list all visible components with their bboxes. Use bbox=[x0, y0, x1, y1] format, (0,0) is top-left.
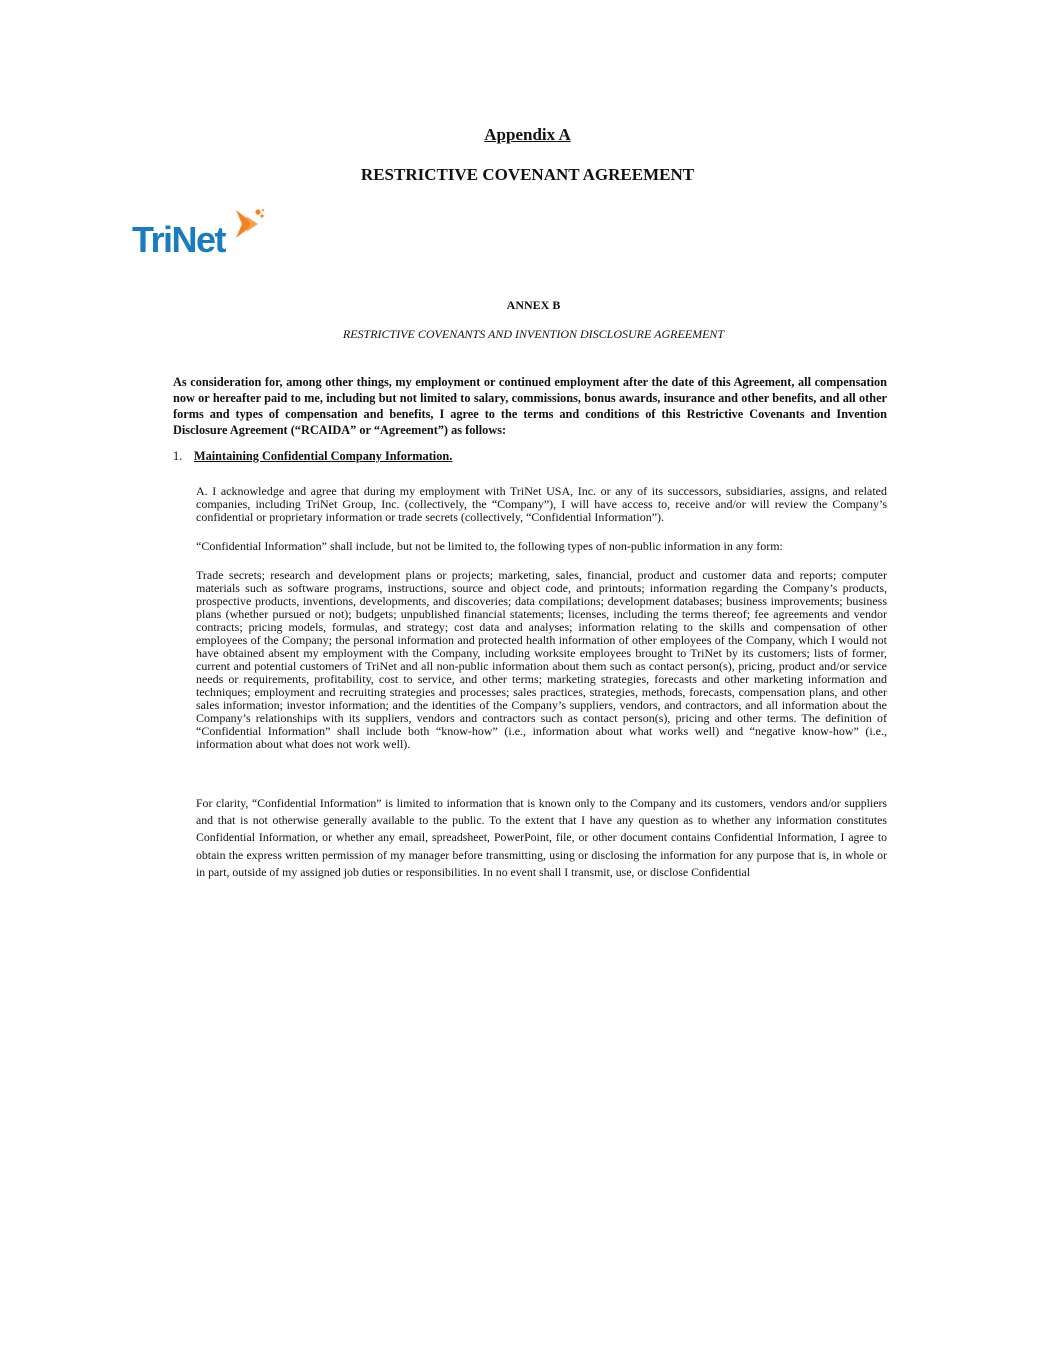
annex-title: ANNEX B bbox=[506, 298, 561, 312]
paragraph-definition-intro: “Confidential Information” shall include, but not be limited to, the following types of non-public information in any form: bbox=[196, 539, 783, 553]
logo-wordmark: TriNet bbox=[132, 219, 226, 260]
trinet-logo bbox=[132, 206, 272, 262]
section-1-heading bbox=[173, 449, 452, 464]
agreement-title: RESTRICTIVE COVENANT AGREEMENT bbox=[360, 165, 695, 184]
section-number: 1. bbox=[173, 449, 183, 463]
trinet-flame-arrow-icon bbox=[232, 206, 268, 242]
paragraph-acknowledgement: A. I acknowledge and agree that during my employment with TriNet USA, Inc. or any of its successors, subsidiaries, assigns, and related companies, including TriNet Group, Inc. (collectively, the “Company”), I will have access to, receive and/or will review the Company’s confidential or proprietary information or trade secrets (collectively, “Confidential Information”). bbox=[196, 484, 887, 524]
appendix-title: Appendix A bbox=[484, 125, 571, 144]
intro-paragraph: As consideration for, among other things, my employment or continued employment after the date of this Agreement, all compensation now or hereafter paid to me, including but not limited to salary, commissions, bonus awards, insurance and other benefits, and all other forms and types of compensation and benefits, I agree to the terms and conditions of this Restrictive Covenants and Invention Disclosure Agreement (“RCAIDA” or “Agreement”) as follows: bbox=[173, 375, 887, 437]
paragraph-definition-list: Trade secrets; research and development plans or projects; marketing, sales, financial, product and customer data and reports; computer materials such as software programs, instructions, source and object code, and printouts; information regarding the Company’s products, prospective products, inventions, developments, and discoveries; data compilations; development databases; business improvements; business plans (whether pursued or not); budgets; unpublished financial statements; licenses, including the terms thereof; fee agreements and vendor contracts; pricing models, formulas, and strategy; cost data and analyses; information relating to the skills and compensation of other employees of the Company; the personal information and protected health information of other employees of the Company, which I would not have obtained absent my employment with the Company, including worksite employees brought to TriNet by its customers; lists of former, current and potential customers of TriNet and all non-public information about them such as contact person(s), pricing, product and/or service needs or requirements, profitability, cost to service, and other terms; marketing strategies, forecasts and other marketing information and techniques; employment and recruiting strategies and processes; sales practices, strategies, methods, forecasts, compensation plans, and other sales information; investor information; and the identities of the Company’s suppliers, vendors, and contractors, and all information about the Company’s relationships with its suppliers, vendors and contractors such as contact person(s), pricing and other terms. The definition of “Confidential Information” shall include both “know-how” (i.e., information about what works well) and “negative know-how” (i.e., information about what does not work well). bbox=[196, 568, 887, 751]
section-title: Maintaining Confidential Company Information. bbox=[194, 449, 453, 463]
annex-subtitle: RESTRICTIVE COVENANTS AND INVENTION DISCLOSURE AGREEMENT bbox=[342, 327, 725, 341]
paragraph-clarity: For clarity, “Confidential Information” is limited to information that is known only to the Company and its customers, vendors and/or suppliers and that is not otherwise generally available to the public. To the extent that I have any question as to whether any information constitutes Confidential Information, or whether any email, spreadsheet, PowerPoint, file, or other document contains Confidential Information, I agree to obtain the express written permission of my manager before transmitting, using or disclosing the information for any purpose that is, in whole or in part, outside of my assigned job duties or responsibilities. In no event shall I transmit, use, or disclose Confidential bbox=[196, 796, 887, 879]
